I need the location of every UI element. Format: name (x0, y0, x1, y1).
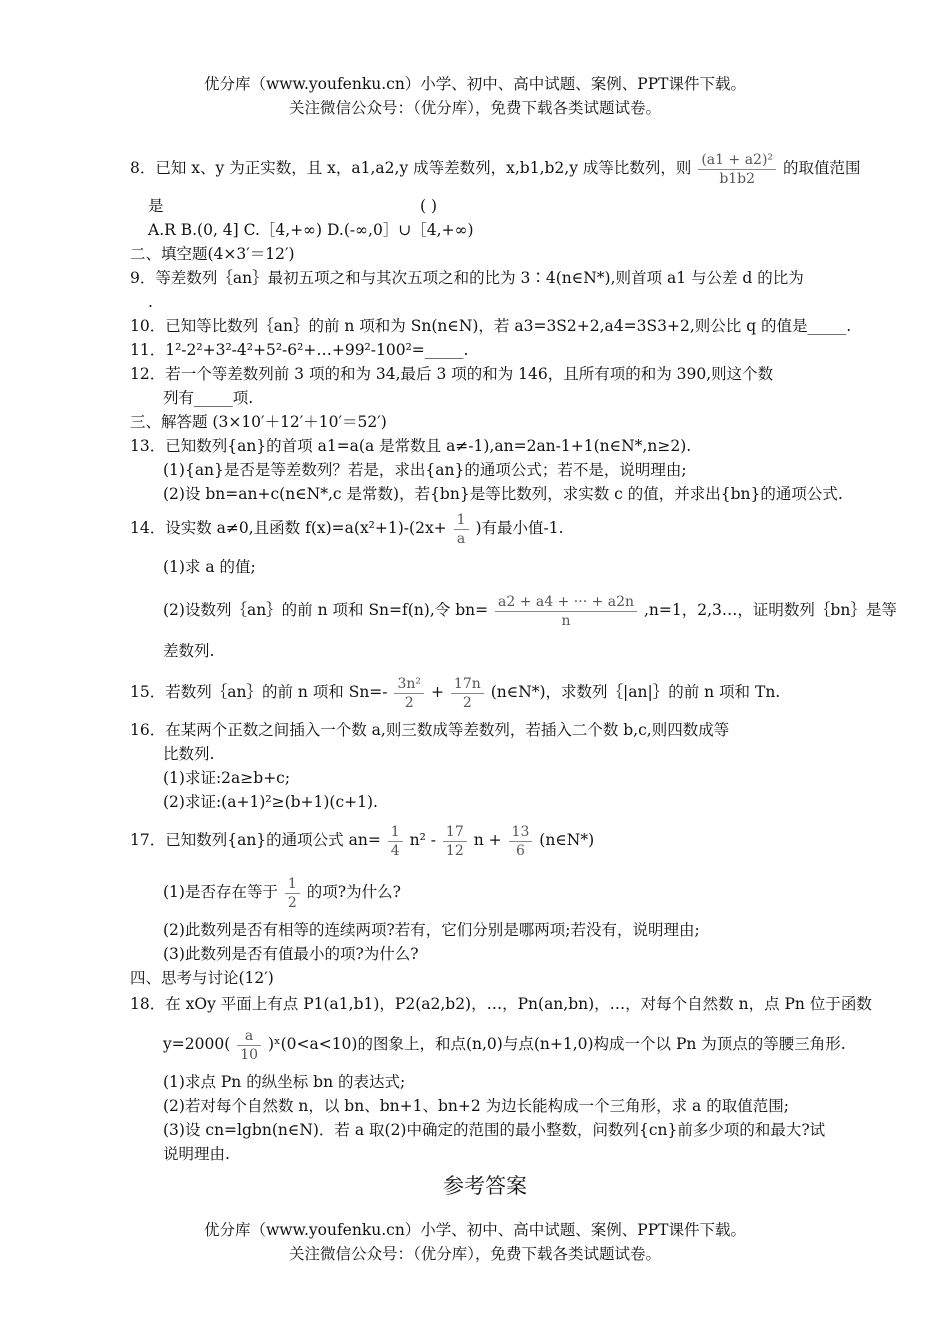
q14-frac-den: a (456, 530, 466, 547)
page-header (0, 72, 950, 120)
q9-line-2: . (148, 293, 153, 311)
q18-l2-head: y=2000( (163, 1035, 231, 1053)
q18-part-2: (2)若对每个自然数 n，以 bn、bn+1、bn+2 为边长能构成一个三角形，求 a 的取值范围; (163, 1097, 789, 1115)
q8-fraction (698, 151, 776, 188)
q14-line (130, 506, 840, 550)
q17-mid-2: n + (473, 831, 502, 849)
q17-part-2: (2)此数列是否有相等的连续两项?若有，它们分别是哪两项;若没有，说明理由; (163, 921, 700, 939)
q17-p1-num: 1 (285, 875, 300, 894)
q15-fraction-2 (451, 675, 484, 712)
q8-frac-num: (a1 + a2)² (698, 151, 776, 170)
q14-tail: )有最小值-1. (475, 519, 564, 537)
q8-answer-paren: ( ) (420, 197, 438, 215)
q15-fraction-1 (394, 675, 424, 712)
q17-fraction-3 (509, 823, 533, 860)
q8-line (130, 142, 861, 194)
q17-fraction-1 (388, 823, 403, 860)
q18-l2-tail: )ˣ(0<a<10)的图象上，和点(n,0)与点(n+1,0)构成一个以 Pn 为顶点的等腰三角形. (267, 1035, 846, 1053)
q17-f1-den: 4 (390, 842, 400, 859)
section-3-title: 三、解答题 (3×10′＋12′＋10′＝52′) (130, 413, 387, 431)
q13-line-1: 13．已知数列{an}的首项 a1=a(a 是常数且 a≠-1),an=2an-1+1(n∈N*,n≥2). (130, 437, 692, 455)
q15-f2-den: 2 (462, 694, 472, 711)
section-4-title: 四、思考与讨论(12′) (130, 969, 274, 987)
q16-part-2: (2)求证:(a+1)²≥(b+1)(c+1). (163, 793, 378, 811)
answer-title: 参考答案 (443, 1174, 527, 1198)
q17-p1-den: 2 (287, 894, 297, 911)
q14-fraction (454, 511, 469, 548)
q17-part-1 (130, 866, 840, 918)
q15-f2-num: 17n (451, 675, 484, 694)
q16-line-2: 比数列. (163, 745, 215, 763)
q17-line (130, 814, 840, 866)
q18-part-3a: (3)设 cn=lgbn(n∈N)．若 a 取(2)中确定的范围的最小整数，问数列{cn}前多少项的和最大?试 (163, 1121, 826, 1139)
q8-options: A.R B.(0, 4] C.［4,+∞) D.(-∞,0］∪［4,+∞) (148, 221, 474, 239)
q14-p2-cont: 差数列. (163, 642, 215, 660)
q15-plus: + (430, 683, 444, 701)
q18-line-2 (130, 1018, 846, 1070)
q17-fraction-2 (443, 823, 467, 860)
q13-part-2: (2)设 bn=an+c(n∈N*,c 是常数)，若{bn}是等比数列，求实数 c 的值，并求出{bn}的通项公式. (163, 485, 843, 503)
q14-head: 14．设实数 a≠0,且函数 f(x)=a(x²+1)-(2x+ (130, 519, 447, 537)
q17-mid-1: n² - (409, 831, 436, 849)
q17-part-3: (3)此数列是否有值最小的项?为什么? (163, 945, 419, 963)
header-line-2: 关注微信公众号：（优分库），免费下载各类试题试卷。 (288, 99, 661, 117)
q17-p1-tail: 的项?为什么? (306, 883, 401, 901)
q13-part-1: (1){an}是否是等差数列？若是，求出{an}的通项公式；若不是，说明理由; (163, 461, 687, 479)
q14-part-2 (130, 584, 897, 636)
q8-tail: 的取值范围 (782, 159, 861, 177)
q12-line-2: 列有_____项. (163, 389, 254, 407)
q17-head: 17．已知数列{an}的通项公式 an= (130, 831, 381, 849)
q16-line-1: 16．在某两个正数之间插入一个数 a,则三数成等差数列，若插入二个数 b,c,则四数成等 (130, 721, 730, 739)
header-line-1: 优分库（www.youfenku.cn）小学、初中、高中试题、案例、PPT课件下载。 (203, 75, 747, 93)
q14-p2-tail: ,n=1，2,3…，证明数列｛bn｝是等 (644, 601, 897, 619)
q17-f2-den: 12 (445, 842, 464, 859)
q18-line-1: 18．在 xOy 平面上有点 P1(a1,b1)，P2(a2,b2)，…，Pn(an,bn)，…，对每个自然数 n，点 Pn 位于函数 (130, 995, 872, 1013)
q14-part-1: (1)求 a 的值; (163, 558, 256, 576)
q15-head: 15．若数列｛an｝的前 n 项和 Sn=- (130, 683, 388, 701)
q8-cont: 是 (148, 197, 164, 215)
q17-tail: (n∈N*) (539, 831, 595, 849)
q14-p2-frac-num: a2 + a4 + ··· + a2n (495, 593, 637, 612)
page-footer (0, 1218, 950, 1266)
q18-frac-num: a (237, 1027, 261, 1046)
q8-text: 8．已知 x、y 为正实数，且 x，a1,a2,y 成等差数列，x,b1,b2,y 成等比数列，则 (130, 159, 692, 177)
footer-line-1: 优分库（www.youfenku.cn）小学、初中、高中试题、案例、PPT课件下载。 (203, 1221, 747, 1239)
q17-p1-fraction (285, 875, 300, 912)
q18-part-1: (1)求点 Pn 的纵坐标 bn 的表达式; (163, 1073, 406, 1091)
q14-p2-fraction (495, 593, 637, 630)
q14-p2-head: (2)设数列｛an｝的前 n 项和 Sn=f(n),令 bn= (163, 601, 489, 619)
q16-part-1: (1)求证:2a≥b+c; (163, 769, 291, 787)
q15-f1-num: 3n² (394, 675, 424, 694)
q17-f3-num: 13 (509, 823, 533, 842)
q15-f1-den: 2 (404, 694, 414, 711)
exam-body (130, 142, 897, 1204)
q14-frac-num: 1 (454, 511, 469, 530)
q15-tail: (n∈N*)，求数列｛|an|｝的前 n 项和 Tn. (490, 683, 781, 701)
q17-p1-head: (1)是否存在等于 (163, 883, 278, 901)
q15-line (130, 666, 840, 718)
q18-part-3b: 说明理由. (163, 1145, 230, 1163)
q17-f3-den: 6 (515, 842, 525, 859)
q10: 10．已知等比数列｛an｝的前 n 项和为 Sn(n∈N)，若 a3=3S2+2,a4=3S3+2,则公比 q 的值是_____. (130, 317, 852, 335)
q18-frac-den: 10 (240, 1046, 259, 1063)
q11: 11．1²-2²+3²-4²+5²-6²+…+99²-100²=_____. (130, 341, 469, 359)
section-2-title: 二、填空题(4×3′＝12′) (130, 245, 295, 263)
q8-frac-den: b1b2 (719, 170, 756, 187)
q17-f2-num: 17 (443, 823, 467, 842)
q12-line-1: 12．若一个等差数列前 3 项的和为 34,最后 3 项的和为 146，且所有项的和为 390,则这个数 (130, 365, 774, 383)
q17-f1-num: 1 (388, 823, 403, 842)
q14-p2-frac-den: n (561, 612, 571, 629)
q18-fraction (237, 1027, 261, 1064)
footer-line-2: 关注微信公众号：（优分库），免费下载各类试题试卷。 (288, 1245, 661, 1263)
q9-line-1: 9．等差数列｛an｝最初五项之和与其次五项之和的比为 3∶4(n∈N*),则首项 a1 与公差 d 的比为 (130, 269, 804, 287)
q8-cont-line (130, 194, 840, 218)
